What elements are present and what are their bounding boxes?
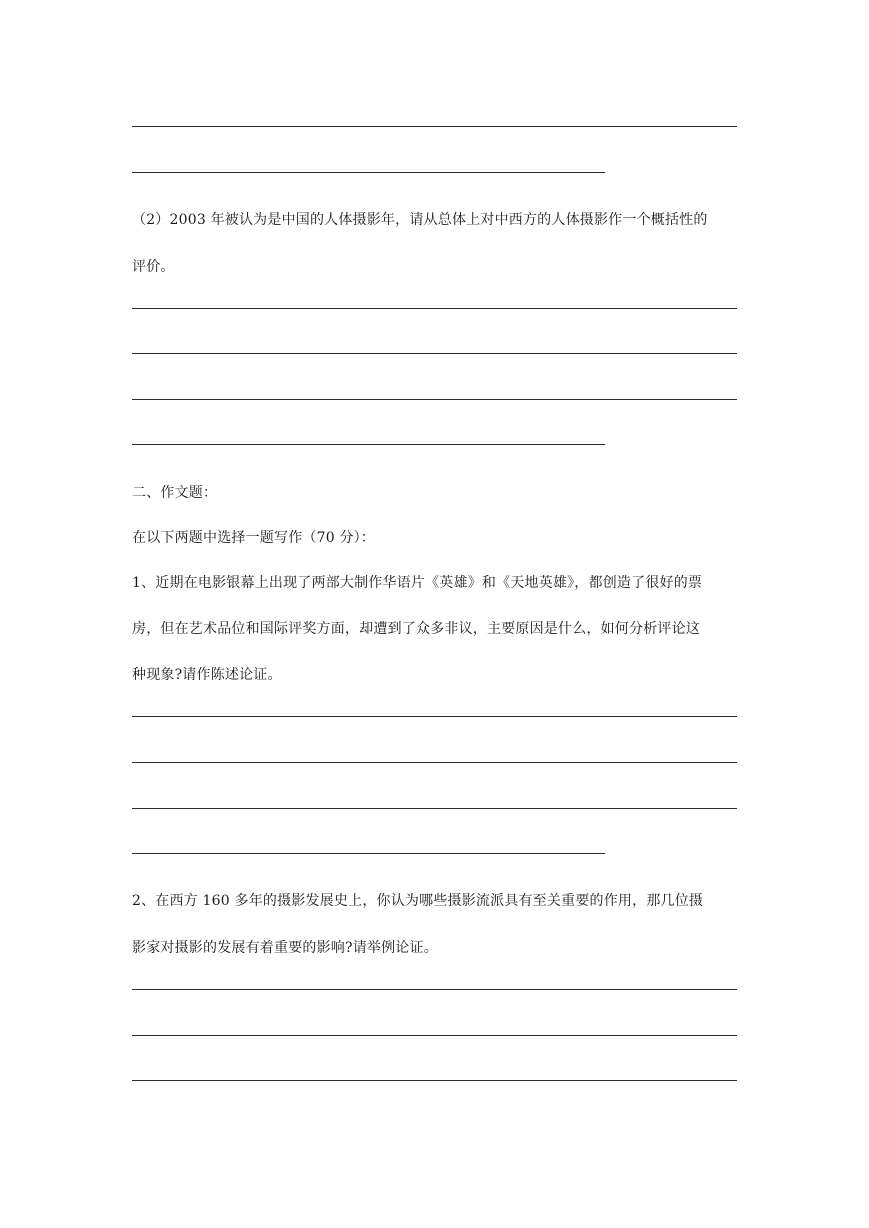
answer-line bbox=[132, 716, 737, 717]
answer-line bbox=[132, 172, 605, 173]
essay-2-line-1: 2、在西方 160 多年的摄影发展史上，你认为哪些摄影流派具有至关重要的作用，那几位摄 bbox=[132, 893, 704, 909]
essay-2-line-2: 影家对摄影的发展有着重要的影响?请举例论证。 bbox=[132, 940, 438, 956]
answer-line bbox=[132, 353, 737, 354]
answer-line bbox=[132, 308, 737, 309]
essay-1-line-1: 1、近期在电影银幕上出现了两部大制作华语片《英雄》和《天地英雄》，都创造了很好的票 bbox=[132, 575, 703, 591]
question-2-line-2: 评价。 bbox=[132, 259, 175, 275]
question-2-line-1: （2）2003 年被认为是中国的人体摄影年，请从总体上对中西方的人体摄影作一个概括性的 bbox=[132, 212, 708, 228]
section-heading: 二、作文题： bbox=[132, 485, 218, 501]
essay-1-line-3: 种现象?请作陈述论证。 bbox=[132, 667, 282, 683]
answer-line bbox=[132, 853, 605, 854]
essay-1-line-2: 房，但在艺术品位和国际评奖方面，却遭到了众多非议，主要原因是什么，如何分析评论这 bbox=[132, 621, 700, 637]
answer-line bbox=[132, 399, 737, 400]
section-instruction: 在以下两题中选择一题写作（70 分）： bbox=[132, 530, 376, 546]
answer-line bbox=[132, 1080, 737, 1081]
answer-line bbox=[132, 808, 737, 809]
answer-line bbox=[132, 444, 605, 445]
answer-line bbox=[132, 989, 737, 990]
answer-line bbox=[132, 126, 737, 127]
answer-line bbox=[132, 762, 737, 763]
answer-line bbox=[132, 1035, 737, 1036]
